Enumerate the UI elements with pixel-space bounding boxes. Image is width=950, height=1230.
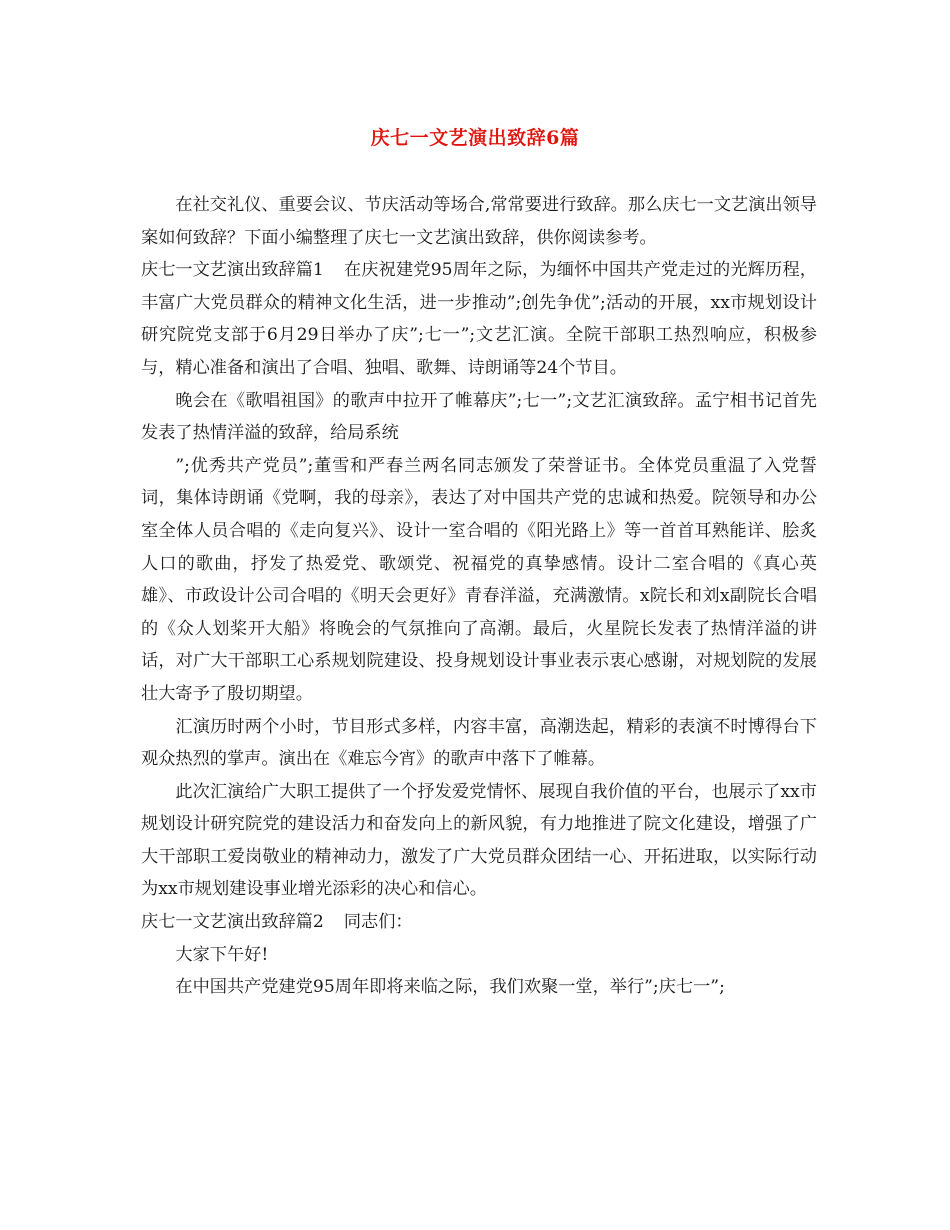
section-paragraph [141, 906, 817, 939]
body-paragraph: ”;优秀共产党员”;董雪和严春兰两名同志颁发了荣誉证书。全体党员重温了入党誓词，集体诗朗诵《党啊，我的母亲》，表达了对中国共产党的忠诚和热爱。院领导和办公室全体人员合唱的《走向复兴》、设计一室合唱的《阳光路上》等一首首耳熟能详、脍炙人口的歌曲，抒发了热爱党、歌颂党、祝福党的真挚感情。设计二室合唱的《真心英雄》、市政设计公司合唱的《明天会更好》青春洋溢，充满激情。x院长和刘x副院长合唱的《众人划桨开大船》将晚会的气氛推向了高潮。最后，火星院长发表了热情洋溢的讲话，对广大干部职工心系规划院建设、投身规划设计事业表示衷心感谢，对规划院的发展壮大寄予了殷切期望。 [141, 455, 817, 704]
body-paragraph: 在社交礼仪、重要会议、节庆活动等场合,常常要进行致辞。那么庆七一文艺演出领导案如何致辞？下面小编整理了庆七一文艺演出致辞，供你阅读参考。 [141, 195, 817, 248]
section-heading: 庆七一文艺演出致辞篇2 [141, 912, 324, 933]
document-body [141, 189, 817, 1004]
document-title: 庆七一文艺演出致辞6篇 [370, 127, 580, 149]
paragraph-text: 同志们： [343, 912, 413, 933]
body-paragraph: 大家下午好! [175, 944, 269, 965]
body-paragraph: 在中国共产党建党95周年即将来临之际，我们欢聚一堂，举行”;庆七一”; [175, 977, 725, 998]
paragraph-text: 在庆祝建党95周年之际，为缅怀中国共产党走过的光辉历程，丰富广大党员群众的精神文化生活，进一步推动”;创先争优”;活动的开展，xx市规划设计研究院党支部于6月29日举办了庆”;七一”;文艺汇演。全院干部职工热烈响应，积极参与，精心准备和演出了合唱、独唱、歌舞、诗朗诵等24个节目。 [141, 260, 817, 378]
body-paragraph: 晚会在《歌唱祖国》的歌声中拉开了帷幕庆”;七一”;文艺汇演致辞。孟宁相书记首先发表了热情洋溢的致辞，给局系统 [141, 390, 817, 444]
body-paragraph: 汇演历时两个小时，节目形式多样，内容丰富，高潮迭起，精彩的表演不时博得台下观众热烈的掌声。演出在《难忘今宵》的歌声中落下了帷幕。 [141, 716, 817, 770]
section-paragraph [141, 254, 817, 384]
section-heading: 庆七一文艺演出致辞篇1 [141, 260, 324, 281]
body-paragraph: 此次汇演给广大职工提供了一个抒发爱党情怀、展现自我价值的平台，也展示了xx市规划设计研究院党的建设活力和奋发向上的新风貌，有力地推进了院文化建设，增强了广大干部职工爱岗敬业的精神动力，激发了广大党员群众团结一心、开拓进取，以实际行动为xx市规划建设事业增光添彩的决心和信心。 [141, 781, 817, 900]
